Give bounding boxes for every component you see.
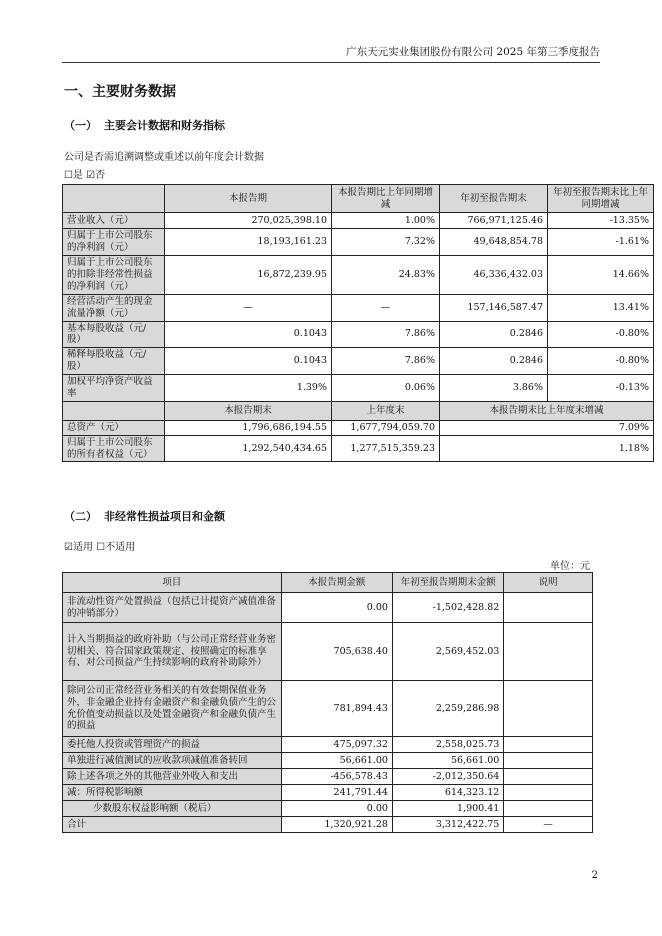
table-row bbox=[63, 737, 593, 753]
table-row bbox=[63, 753, 593, 769]
unit-label: 单位：元 bbox=[550, 561, 590, 572]
cell: 1,900.41 bbox=[392, 801, 503, 817]
cell: 1,277,515,359.23 bbox=[332, 435, 440, 462]
item-label: 除上述各项之外的其他营业外收入和支出 bbox=[63, 769, 282, 785]
cell: 14.66% bbox=[548, 255, 654, 294]
table-header-row bbox=[63, 573, 593, 593]
row-label: 归属于上市公司股东的所有者权益（元） bbox=[63, 435, 165, 462]
header-cell: 项目 bbox=[63, 573, 282, 593]
cell: — bbox=[332, 294, 440, 321]
cell: 241,791.44 bbox=[281, 785, 392, 801]
cell: 0.00 bbox=[281, 801, 392, 817]
cell: 1.18% bbox=[440, 435, 654, 462]
restatement-question: 公司是否需追溯调整或重述以前年度会计数据 bbox=[64, 152, 264, 163]
item-label: 除同公司正常经营业务相关的有效套期保值业务外，非金融企业持有金融资产和金融负债产生的公允价值变动损益以及处置金融资产和金融负债产生的损益 bbox=[63, 681, 282, 737]
cell bbox=[504, 769, 593, 785]
table-row bbox=[63, 229, 654, 256]
header-cell: 本报告期末 bbox=[165, 401, 332, 420]
subsection-1-title bbox=[64, 117, 225, 133]
cell: 157,146,587.47 bbox=[440, 294, 548, 321]
applicability-answer: ☑适用 ☐不适用 bbox=[64, 542, 136, 553]
table-row bbox=[63, 321, 654, 348]
report-header: 广东天元实业集团股份有限公司 2025 年第三季度报告 bbox=[346, 46, 600, 58]
restatement-answer: ☐是 ☑否 bbox=[64, 170, 106, 181]
item-label: 单独进行减值测试的应收款项减值准备转回 bbox=[63, 753, 282, 769]
cell bbox=[504, 737, 593, 753]
cell: 475,097.32 bbox=[281, 737, 392, 753]
table-row bbox=[63, 623, 593, 681]
item-label: 合计 bbox=[63, 817, 282, 833]
header-cell: 说明 bbox=[504, 573, 593, 593]
cell: 0.06% bbox=[332, 375, 440, 402]
cell: 2,558,025.73 bbox=[392, 737, 503, 753]
cell bbox=[504, 593, 593, 623]
header-cell: 年初至报告期期末金额 bbox=[392, 573, 503, 593]
cell: 0.2846 bbox=[440, 321, 548, 348]
cell: 270,025,398.10 bbox=[165, 213, 332, 229]
cell bbox=[504, 681, 593, 737]
cell: 1,677,794,059.70 bbox=[332, 420, 440, 435]
cell: 0.2846 bbox=[440, 348, 548, 375]
non-recurring-items-table bbox=[62, 572, 593, 833]
cell: 13.41% bbox=[548, 294, 654, 321]
table-row bbox=[63, 593, 593, 623]
cell: 0.00 bbox=[281, 593, 392, 623]
page-number: 2 bbox=[591, 870, 598, 881]
cell: — bbox=[504, 817, 593, 833]
header-cell: 本报告期比上年同期增减 bbox=[332, 185, 440, 213]
cell: -1.61% bbox=[548, 229, 654, 256]
table-row bbox=[63, 348, 654, 375]
cell bbox=[504, 785, 593, 801]
cell: 1,292,540,434.65 bbox=[165, 435, 332, 462]
row-label: 加权平均净资产收益率 bbox=[63, 375, 165, 402]
table-row bbox=[63, 435, 654, 462]
cell: -0.80% bbox=[548, 348, 654, 375]
cell: 2,259,286.98 bbox=[392, 681, 503, 737]
row-label: 营业收入（元） bbox=[63, 213, 165, 229]
cell: 7.86% bbox=[332, 348, 440, 375]
item-label: 减：所得税影响额 bbox=[63, 785, 282, 801]
cell: 24.83% bbox=[332, 255, 440, 294]
cell: -2,012,350.64 bbox=[392, 769, 503, 785]
cell: 1.00% bbox=[332, 213, 440, 229]
table-row bbox=[63, 420, 654, 435]
header-cell bbox=[63, 185, 165, 213]
cell: — bbox=[165, 294, 332, 321]
table-row bbox=[63, 769, 593, 785]
row-label: 总资产（元） bbox=[63, 420, 165, 435]
section-title: 一、主要财务数据 bbox=[64, 84, 176, 100]
header-cell: 年初至报告期末比上年同期增减 bbox=[548, 185, 654, 213]
subsection-2-number: （二） bbox=[64, 510, 97, 523]
table-row bbox=[63, 294, 654, 321]
cell: 7.32% bbox=[332, 229, 440, 256]
cell bbox=[504, 623, 593, 681]
cell: 2,569,452.03 bbox=[392, 623, 503, 681]
cell: -1,502,428.82 bbox=[392, 593, 503, 623]
cell: 705,638.40 bbox=[281, 623, 392, 681]
item-label: 计入当期损益的政府补助（与公司正常经营业务密切相关、符合国家政策规定、按照确定的标准享有、对公司损益产生持续影响的政府补助除外） bbox=[63, 623, 282, 681]
subsection-2-text: 非经常性损益项目和金额 bbox=[104, 510, 225, 523]
cell: 18,193,161.23 bbox=[165, 229, 332, 256]
cell: 614,323.12 bbox=[392, 785, 503, 801]
cell bbox=[504, 801, 593, 817]
table-row bbox=[63, 213, 654, 229]
header-cell: 本报告期 bbox=[165, 185, 332, 213]
cell: -0.80% bbox=[548, 321, 654, 348]
item-label: 非流动性资产处置损益（包括已计提资产减值准备的冲销部分） bbox=[63, 593, 282, 623]
cell: 3.86% bbox=[440, 375, 548, 402]
table-row bbox=[63, 375, 654, 402]
cell: 1,320,921.28 bbox=[281, 817, 392, 833]
table-row bbox=[63, 681, 593, 737]
table-header-row bbox=[63, 401, 654, 420]
cell: 7.09% bbox=[440, 420, 654, 435]
cell: 16,872,239.95 bbox=[165, 255, 332, 294]
cell: 1,796,686,194.55 bbox=[165, 420, 332, 435]
subsection-1-number: （一） bbox=[64, 119, 97, 132]
cell: 1.39% bbox=[165, 375, 332, 402]
cell: 766,971,125.46 bbox=[440, 213, 548, 229]
cell: -0.13% bbox=[548, 375, 654, 402]
total-row bbox=[63, 817, 593, 833]
cell: 0.1043 bbox=[165, 348, 332, 375]
header-cell: 本报告期末比上年度末增减 bbox=[440, 401, 654, 420]
table-row bbox=[63, 255, 654, 294]
table-row bbox=[63, 785, 593, 801]
item-label: 委托他人投资或管理资产的损益 bbox=[63, 737, 282, 753]
table-header-row bbox=[63, 185, 654, 213]
subsection-2-title bbox=[64, 508, 225, 524]
row-label: 稀释每股收益（元/股） bbox=[63, 348, 165, 375]
cell: 46,336,432.03 bbox=[440, 255, 548, 294]
header-cell: 上年度末 bbox=[332, 401, 440, 420]
cell bbox=[504, 753, 593, 769]
row-label: 归属于上市公司股东的扣除非经常性损益的净利润（元） bbox=[63, 255, 165, 294]
financial-data-table bbox=[62, 184, 654, 462]
header-cell bbox=[63, 401, 165, 420]
header-divider bbox=[62, 62, 600, 63]
table-row bbox=[63, 801, 593, 817]
row-label: 经营活动产生的现金流量净额（元） bbox=[63, 294, 165, 321]
cell: 0.1043 bbox=[165, 321, 332, 348]
cell: 781,894.43 bbox=[281, 681, 392, 737]
cell: -13.35% bbox=[548, 213, 654, 229]
cell: 49,648,854.78 bbox=[440, 229, 548, 256]
cell: 56,661.00 bbox=[281, 753, 392, 769]
cell: 3,312,422.75 bbox=[392, 817, 503, 833]
header-cell: 年初至报告期末 bbox=[440, 185, 548, 213]
row-label: 基本每股收益（元/股） bbox=[63, 321, 165, 348]
cell: 56,661.00 bbox=[392, 753, 503, 769]
row-label: 归属于上市公司股东的净利润（元） bbox=[63, 229, 165, 256]
cell: 7.86% bbox=[332, 321, 440, 348]
item-label: 少数股东权益影响额（税后） bbox=[63, 801, 282, 817]
subsection-1-text: 主要会计数据和财务指标 bbox=[104, 119, 225, 132]
header-cell: 本报告期金额 bbox=[281, 573, 392, 593]
cell: -456,578.43 bbox=[281, 769, 392, 785]
